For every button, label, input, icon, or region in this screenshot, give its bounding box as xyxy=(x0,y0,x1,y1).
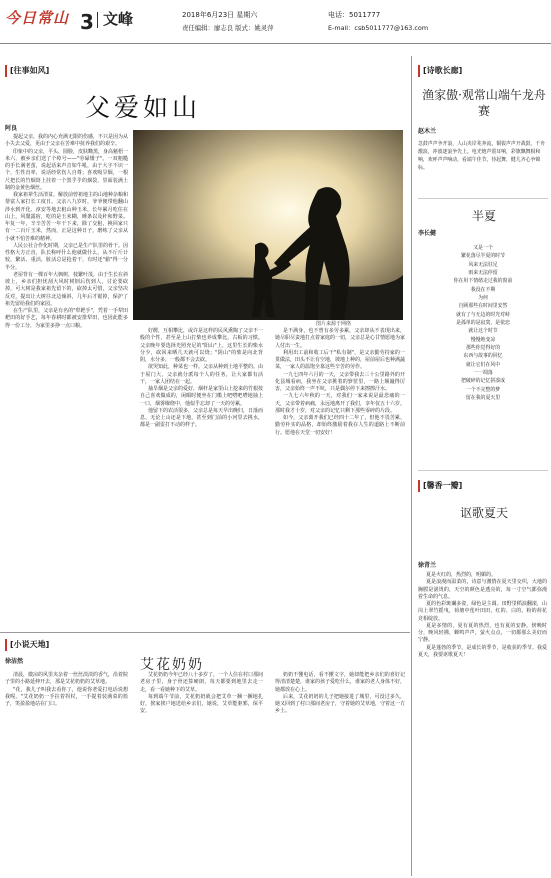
article-column-2 xyxy=(140,328,263,626)
paragraph: "花，我儿子叫我去看你了，他说你老爱打电话说想我呢。"艾花奶奶一手拄着拐杖，一手提着装满菜的篮子，笑盈盈地站在门口。 xyxy=(5,686,128,707)
paragraph: 在生产队里，父亲是有名的"犁耙手"，凭着一手犁田耙田的好手艺，每年春耕时都被安排犁田，也因此能多得一份工分，为家里多挣一点口粮。 xyxy=(5,308,128,329)
section-tag-fiction: [小说天地] xyxy=(5,639,49,651)
poem-body-midsummer xyxy=(428,244,538,402)
paragraph: 夏是火红的，热烈的，明媚的。 xyxy=(426,572,497,578)
newspaper-logo: 今日常山 xyxy=(5,9,70,27)
paragraph: 一九七四年六月的一天，父亲带我去三十公里路外的开化县城看病，我坐在父亲挑着的箩筐里，一路上颠簸得厉害，父亲始终一声不吭，只是偶尔停下来擦擦汗水。 xyxy=(275,371,405,392)
paragraph: 我家祖辈生活清贫。解放前曾祖地主的山地种杂粮和帮富人家打长工度日。父亲八九岁时，爷爷便带他翻山涉水到开化、淳安等地去租山种玉米，长年累月吃住在山上，风餐露宿，吃的是玉米糊，睡条以及秆和野菜。年复一年，辛辛苦苦一年干下来，除了交租，换回家只有一二百斤玉米，然而，正是这种日子，磨练了父亲从小就不怕苦难的精神。 xyxy=(5,192,129,242)
article-title: 父爱如山 xyxy=(85,93,202,122)
poem-line: 慢慢地变凉 xyxy=(470,336,496,343)
paragraph: 好酹，互相攀比，或许是这样的民风熏陶了父亲不一般的个性，甚至是上山打柴也养成攀比，古板的习惯。父亲晚年要选择光照充足的"阳山"上，这里生长的柴水分少，砍回来晒几天就可以烧；"阴山"的柴是向北背阴，水分多，一般都不会去砍。 xyxy=(140,328,264,363)
paragraph: 一九七六年秋的一天，对我们一家来说是最悲痛的一天，父亲带着病痛，永远地离开了我们，享年仅五十六岁。那时我才十岁，对父亲的记忆只剩下那些零碎的片段。 xyxy=(275,393,406,414)
section-divider xyxy=(0,632,410,633)
section-name: 文峰 xyxy=(103,10,134,28)
paragraph: 利用出工前和收工后干"私有制"，是父亲勤劳持家的一贯做法，田头不让有空地，坡地上种的，屋前屋后也种满蔬菜，一家人的温饱全靠这些辛苦的劳作。 xyxy=(275,349,406,371)
paragraph: 老屋背有一棵百年大枫树，枝繁叶茂，由于生长在斜坡上，乡亲们担忧刮大风时树倒后伤到人，讨论要砍掉，可大树是我家祖先留下的，砍掉太可惜，父亲坚决反对，提出让大树往北边倾斜，几年后才锯掉，保护了祖先留给我们的家园。 xyxy=(5,271,129,307)
article-column-3 xyxy=(275,328,405,626)
paragraph: 夏是浪漫而温柔的，诗意与激情在夏天里交织，大地的胸膛是滚烫的，天空的颜色是透亮的，每一寸空气都弥漫着生命的气息。 xyxy=(418,579,547,600)
poem-author-2: 李长健 xyxy=(418,230,437,237)
photo-caption: 图片来源于网络 xyxy=(316,321,352,327)
paragraph: 夏的色彩斑斓多姿，绿色是主调。田野里稻浪翻滚，山岗上翠竹摇曳，荷塘中莲叶田田，红的、白的、粉的荷花竞相绽放。 xyxy=(418,601,547,622)
paragraph: 他留下的农活很多，父亲总是每天早出晚归，日落而息，无论上山还是下地，甚至到门前的小河里去挑水，都是一副雷打不动的样子。 xyxy=(140,407,264,429)
paragraph: 夏是多情的，夏有夏的热烈，也有夏的安静。傍晚时分，晚风轻拂，蝉鸣声声，萤火点点，一切都那么美好而宁静。 xyxy=(418,622,547,644)
story-column-3 xyxy=(275,672,405,874)
poem-line: 把破碎的记忆拼凑成 xyxy=(460,378,506,385)
contact-email: E-mail：csb5011777@163.com xyxy=(328,24,429,32)
essay-body xyxy=(418,572,547,872)
masthead xyxy=(0,0,551,44)
poem-divider xyxy=(418,198,548,199)
paragraph: 夏是蓬勃的季节，是成长的季节，是收获的季节。我爱夏天，我要讴歌夏天！ xyxy=(418,644,547,658)
poem-line: 是孤单的是寂寞，是依恋 xyxy=(456,319,510,326)
poem-line: 一个不完整的梦 xyxy=(465,386,501,393)
paragraph: 人民公社合作化时期，父亲已是生产队里的骨干。因性格大方正直，队长称呼什么他就做什么，从不斤斤计较，繁活、重活，脏活总是抢着干，有时还"偷"得一分半分。 xyxy=(5,242,129,271)
poem-line: 你在用下情绪走过我的窗前 xyxy=(453,278,513,285)
article-column-1 xyxy=(5,134,128,627)
poem-title-dragonboat: 渔家傲·观常山端午龙舟赛 xyxy=(422,88,546,118)
paragraph: 清晨，微凉的风里夹杂着一丝丝淡淡的香气，沿着院子里的小路延伸开去，那是艾花奶奶的艾草地。 xyxy=(5,672,129,686)
story-column-2 xyxy=(140,672,263,874)
article-photo xyxy=(133,130,403,320)
paragraph: 印象中的父亲，平头、圆脸，皮肤黝黑，身高魁梧一米六，被乡亲们送了个绰号——"劳碌矮子"。一双粗糙的手长满老茧，说起话来声音如牛吼，由于大字不识一个，生性直率，说话经常伤人自尊；喜欢吸旱烟，一根尺把长的竹烟筒上挂着一个黑乎乎的烟袋，里面装满土制的金黄色烟丝。 xyxy=(5,148,129,191)
page-number: 3 xyxy=(80,10,94,34)
father-child-silhouette-image xyxy=(133,130,403,320)
poem-line: 自顾那些在时间里安然 xyxy=(458,303,508,310)
paragraph: 是不满身，也不曾有多劳多累，父亲却从不表现出来，她尽职尽责地打点着家庭的一切，父亲总是心甘情愿地为家人付出一生。 xyxy=(275,328,406,349)
header-separator xyxy=(97,12,98,28)
editors-line: 责任编辑：廖志良 版式：姚灵萍 xyxy=(182,24,274,32)
poem-line: 我没在不期 xyxy=(470,286,496,293)
paragraph: 艾花奶奶今年已经八十多岁了，一个人住在村口那间老房子里，身子骨还算硬朗，每天都要到地里去走一走，看一看她种下的艾草。 xyxy=(140,672,264,693)
paragraph: 每到端午节前，艾花奶奶就会把艾草一捆一捆地扎好，挨家挨户地送给乡亲们，她说，艾草能驱邪，保平安。 xyxy=(140,693,263,715)
essay-author: 徐青兰 xyxy=(418,562,437,569)
paragraph: 提起父亲，我的内心充满无限的伤感，不只是因为从小失去父爱，更由于父亲在苦难中抚养我们的艰辛。 xyxy=(5,134,129,148)
section-tag-memoir: [往事如风] xyxy=(5,65,49,77)
story-author: 徐洁然 xyxy=(5,658,24,665)
poem-line: 一一凋落 xyxy=(473,369,493,376)
column-divider xyxy=(411,56,412,876)
paragraph: 欲哭知此，种菜也一样。父亲从种到土地平整的。由于屋门大，父亲就分派每个人的任务，让大家都有活干，一家人团结在一起。 xyxy=(140,364,264,385)
issue-date: 2018年6月23日 星期六 xyxy=(182,11,258,19)
paragraph: 抽旱烟是父亲的爱好，烟杆是家里山上挖来的竹根按自己喜欢做成的，闲暇时便坐在门槛上吧嗒吧嗒地抽上一口，烟雾缭绕中，他似乎忘却了一天的劳累。 xyxy=(140,386,264,407)
paragraph: 如今，父亲离开我们已经四十二年了，但他不畏苦累、勤劳朴实的品格，却始终激励着我在人生的道路上不断前行。愿他在天堂一切安好！ xyxy=(275,415,405,436)
poem-body-dragonboat: 急鼓声声争开浪，人山夹岸兆奔流，铜钹声声开战鼓。千舟激浪，冲波逐浪争先上。电光炮声震耳响，彩旗飘舞相和响，欢呼声声响动，看端午佳节。待起舞，健儿齐心争锦标。 xyxy=(418,141,546,172)
section-tag-poetry: [诗歌长廊] xyxy=(418,65,462,77)
poem-line: 留在我的夏天里 xyxy=(465,394,501,401)
poem-line: 风来无法驻足 xyxy=(468,261,498,268)
poem-line: 又是一个 xyxy=(473,245,493,251)
poem-line: 雨来无法停留 xyxy=(468,269,498,276)
story-column-1 xyxy=(5,672,128,874)
poem-divider xyxy=(418,470,548,471)
poem-title-midsummer: 半夏 xyxy=(471,209,496,223)
contact-phone: 电话：5011777 xyxy=(328,11,381,19)
paragraph: 奶奶不懂电话，看不懂文字，她却能把乡亲们的喜好记得清清楚楚，谁家的孩子爱吃什么，谁家的老人身体不好，她都放在心上。 xyxy=(275,672,406,693)
poem-line: 就让这个时节 xyxy=(468,328,498,335)
poem-line: 就让它们在风中 xyxy=(465,361,501,368)
poem-line: 就有了与无边的时光对峙 xyxy=(456,311,510,318)
poem-line: 东西与故事的回忆 xyxy=(463,353,503,360)
essay-title: 讴歌夏天 xyxy=(459,506,508,520)
poem-line: 繁花落尽半夏的时节 xyxy=(460,253,506,260)
section-tag-essay: [馨香一瓣] xyxy=(418,480,462,492)
poem-line: 为何 xyxy=(478,294,488,301)
poem-author-1: 赵木兰 xyxy=(418,128,437,135)
story-title: 艾花奶奶 xyxy=(140,657,204,673)
poem-line: 那些你觉得好的 xyxy=(465,344,501,351)
article-author: 阿良 xyxy=(5,125,18,132)
paragraph: 后来，艾花奶奶的儿子把她接进了城里，可没过多久，她又回到了村口那间老房子，守着她的艾草地，守着这一方乡土。 xyxy=(275,693,406,715)
